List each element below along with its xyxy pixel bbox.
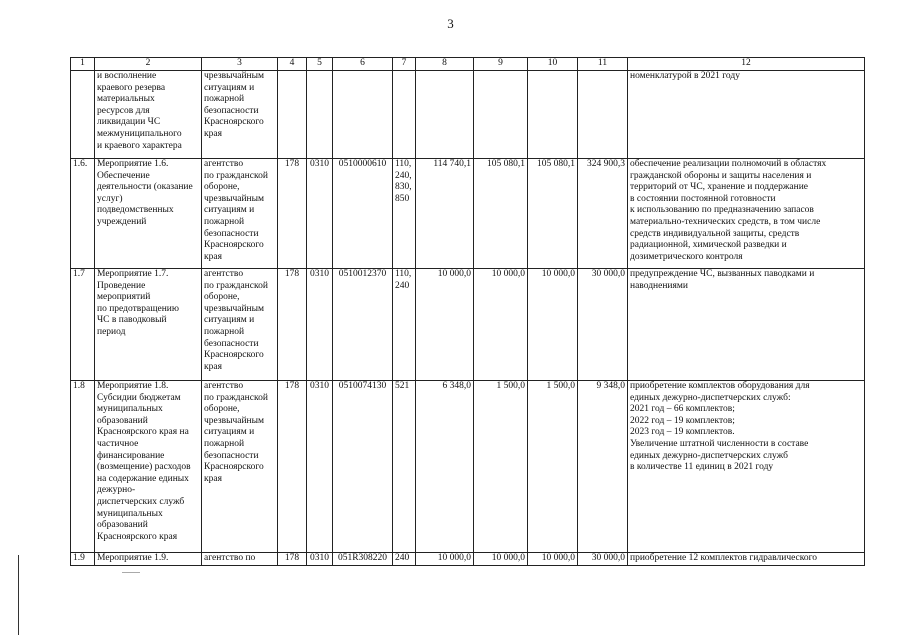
col-header-12: 12 — [628, 58, 865, 71]
amount-2023 — [528, 71, 578, 159]
responsible-agency: агентство по — [202, 553, 278, 566]
amount-2023: 1 500,0 — [528, 381, 578, 553]
col-header-5: 5 — [307, 58, 333, 71]
target-article-code: 051R308220 — [333, 553, 393, 566]
amount-2022 — [474, 71, 528, 159]
table-row — [71, 269, 865, 381]
activity-name: Мероприятие 1.6. Обеспечение деятельности (оказание услуг) подведомственных учреждений — [95, 159, 202, 269]
grbs-code — [278, 71, 307, 159]
row-number: 1.8 — [71, 381, 95, 553]
amount-total: 30 000,0 — [578, 269, 628, 381]
responsible-agency: агентство по гражданской обороне, чрезвычайным ситуациям и пожарной безопасности Красноярского края — [202, 159, 278, 269]
activity-name: Мероприятие 1.9. — [95, 553, 202, 566]
activity-name: Мероприятие 1.7. Проведение мероприятий по предотвращению ЧС в паводковый период — [95, 269, 202, 381]
amount-total: 30 000,0 — [578, 553, 628, 566]
expected-result: номенклатурой в 2021 году — [628, 71, 865, 159]
expected-result: приобретение комплектов оборудования для единых дежурно-диспетчерских служб: 2021 год – 66 комплектов; 2022 год – 19 комплектов; 2023 год – 19 комплектов. Увеличение штатной численности в составе единых дежурно-диспетчерских служб в количестве 11 единиц в 2021 году — [628, 381, 865, 553]
col-header-11: 11 — [578, 58, 628, 71]
expected-result: обеспечение реализации полномочий в областях гражданской обороны и защиты населения и территорий от ЧС, хранение и поддержание в состоянии постоянной готовности к использованию по предназначению запасов материально-технических средств, в том числе средств индивидуальной защиты, средств радиационной, химической разведки и дозиметрического контроля — [628, 159, 865, 269]
expense-type-code: 110, 240 — [393, 269, 416, 381]
expense-type-code — [393, 71, 416, 159]
expected-result: предупреждение ЧС, вызванных паводками и наводнениями — [628, 269, 865, 381]
col-header-2: 2 — [95, 58, 202, 71]
grbs-code: 178 — [278, 553, 307, 566]
table-row — [71, 71, 865, 159]
amount-2022: 10 000,0 — [474, 269, 528, 381]
grbs-code: 178 — [278, 381, 307, 553]
col-header-3: 3 — [202, 58, 278, 71]
scan-mark — [122, 572, 140, 573]
amount-total: 324 900,3 — [578, 159, 628, 269]
expense-type-code: 240 — [393, 553, 416, 566]
section-code: 0310 — [307, 269, 333, 381]
amount-2023: 10 000,0 — [528, 553, 578, 566]
amount-total: 9 348,0 — [578, 381, 628, 553]
col-header-8: 8 — [416, 58, 474, 71]
amount-2022: 105 080,1 — [474, 159, 528, 269]
activity-name: и восполнение краевого резерва материальных ресурсов для ликвидации ЧС межмуниципального и краевого характера — [95, 71, 202, 159]
col-header-4: 4 — [278, 58, 307, 71]
amount-2021: 114 740,1 — [416, 159, 474, 269]
col-header-7: 7 — [393, 58, 416, 71]
amount-2021 — [416, 71, 474, 159]
header-row — [71, 58, 865, 71]
target-article-code: 0510074130 — [333, 381, 393, 553]
expense-type-code: 110, 240, 830, 850 — [393, 159, 416, 269]
grbs-code: 178 — [278, 159, 307, 269]
amount-2023: 105 080,1 — [528, 159, 578, 269]
activity-name: Мероприятие 1.8. Субсидии бюджетам муниципальных образований Красноярского края на частичное финансирование (возмещение) расходов на содержание единых дежурно- диспетчерских служб муниципальных образований Красноярского края — [95, 381, 202, 553]
expense-type-code: 521 — [393, 381, 416, 553]
program-activities-table — [70, 57, 865, 566]
amount-2023: 10 000,0 — [528, 269, 578, 381]
amount-2022: 10 000,0 — [474, 553, 528, 566]
col-header-1: 1 — [71, 58, 95, 71]
amount-2021: 10 000,0 — [416, 269, 474, 381]
target-article-code: 0510000610 — [333, 159, 393, 269]
amount-2022: 1 500,0 — [474, 381, 528, 553]
section-code: 0310 — [307, 159, 333, 269]
responsible-agency: агентство по гражданской обороне, чрезвычайным ситуациям и пожарной безопасности Красноярского края — [202, 381, 278, 553]
responsible-agency: чрезвычайным ситуациям и пожарной безопасности Красноярского края — [202, 71, 278, 159]
target-article-code — [333, 71, 393, 159]
amount-total — [578, 71, 628, 159]
row-number: 1.9 — [71, 553, 95, 566]
target-article-code: 0510012370 — [333, 269, 393, 381]
col-header-10: 10 — [528, 58, 578, 71]
responsible-agency: агентство по гражданской обороне, чрезвычайным ситуациям и пожарной безопасности Красноярского края — [202, 269, 278, 381]
amount-2021: 10 000,0 — [416, 553, 474, 566]
col-header-6: 6 — [333, 58, 393, 71]
section-code — [307, 71, 333, 159]
col-header-9: 9 — [474, 58, 528, 71]
binding-margin-line — [18, 555, 19, 635]
amount-2021: 6 348,0 — [416, 381, 474, 553]
section-code: 0310 — [307, 553, 333, 566]
expected-result: приобретение 12 комплектов гидравлического — [628, 553, 865, 566]
table-row — [71, 381, 865, 553]
row-number: 1.6. — [71, 159, 95, 269]
row-number — [71, 71, 95, 159]
grbs-code: 178 — [278, 269, 307, 381]
section-code: 0310 — [307, 381, 333, 553]
table-row — [71, 553, 865, 566]
page-number: 3 — [447, 16, 454, 31]
table-row — [71, 159, 865, 269]
row-number: 1.7 — [71, 269, 95, 381]
